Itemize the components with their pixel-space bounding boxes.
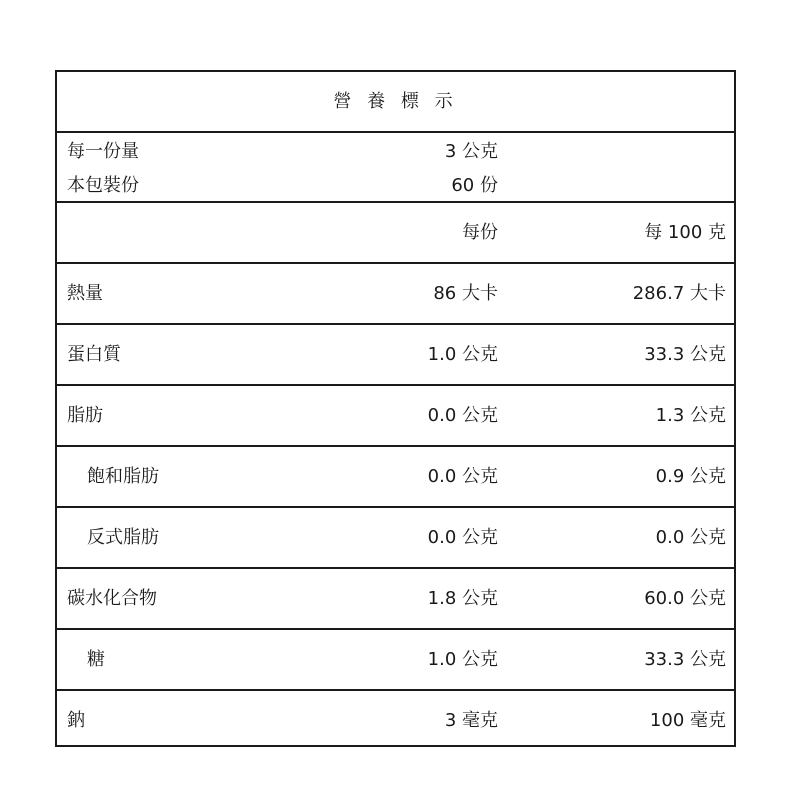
nutrient-per-serving: 1.8 公克 (427, 588, 498, 609)
nutrient-per-100g: 33.3 公克 (644, 344, 726, 365)
nutrient-name: 脂肪 (67, 405, 103, 426)
nutrient-per-100g: 1.3 公克 (655, 405, 726, 426)
nutrient-per-serving: 1.0 公克 (427, 344, 498, 365)
nutrient-name: 飽和脂肪 (87, 466, 159, 487)
per-serving-header: 每份 (462, 222, 498, 243)
nutrient-per-100g: 100 毫克 (649, 710, 726, 731)
nutrient-per-serving: 86 大卡 (433, 283, 498, 304)
nutrient-name: 蛋白質 (67, 344, 121, 365)
nutrient-row (57, 264, 734, 325)
nutrient-per-serving: 0.0 公克 (427, 466, 498, 487)
nutrient-per-100g: 33.3 公克 (644, 649, 726, 670)
nutrient-name: 鈉 (67, 710, 85, 731)
nutrient-per-100g: 0.9 公克 (655, 466, 726, 487)
nutrient-row (57, 325, 734, 386)
nutrition-facts-panel (55, 70, 736, 747)
serving-size-value: 3 公克 (444, 141, 498, 162)
nutrient-per-serving: 0.0 公克 (427, 527, 498, 548)
nutrient-row (57, 691, 734, 752)
serving-size-label: 每一份量 (67, 141, 139, 162)
nutrient-row (57, 386, 734, 447)
nutrition-title: 營 養 標 示 (333, 91, 458, 112)
nutrient-per-serving: 0.0 公克 (427, 405, 498, 426)
nutrient-name: 反式脂肪 (87, 527, 159, 548)
column-header-row (57, 203, 734, 264)
nutrient-name: 碳水化合物 (67, 588, 157, 609)
nutrient-row (57, 508, 734, 569)
nutrient-per-100g: 286.7 大卡 (632, 283, 726, 304)
serving-info-row (57, 133, 734, 203)
nutrient-name: 熱量 (67, 283, 103, 304)
nutrient-row (57, 447, 734, 508)
per-100g-header: 每 100 克 (644, 222, 726, 243)
nutrient-per-100g: 60.0 公克 (644, 588, 726, 609)
nutrient-row (57, 569, 734, 630)
nutrient-per-serving: 3 毫克 (444, 710, 498, 731)
servings-per-package-value: 60 份 (451, 175, 498, 196)
nutrient-row (57, 630, 734, 691)
nutrient-per-serving: 1.0 公克 (427, 649, 498, 670)
title-row (57, 72, 734, 133)
nutrient-name: 糖 (87, 649, 105, 670)
nutrient-per-100g: 0.0 公克 (655, 527, 726, 548)
servings-per-package-label: 本包裝份 (67, 175, 139, 196)
